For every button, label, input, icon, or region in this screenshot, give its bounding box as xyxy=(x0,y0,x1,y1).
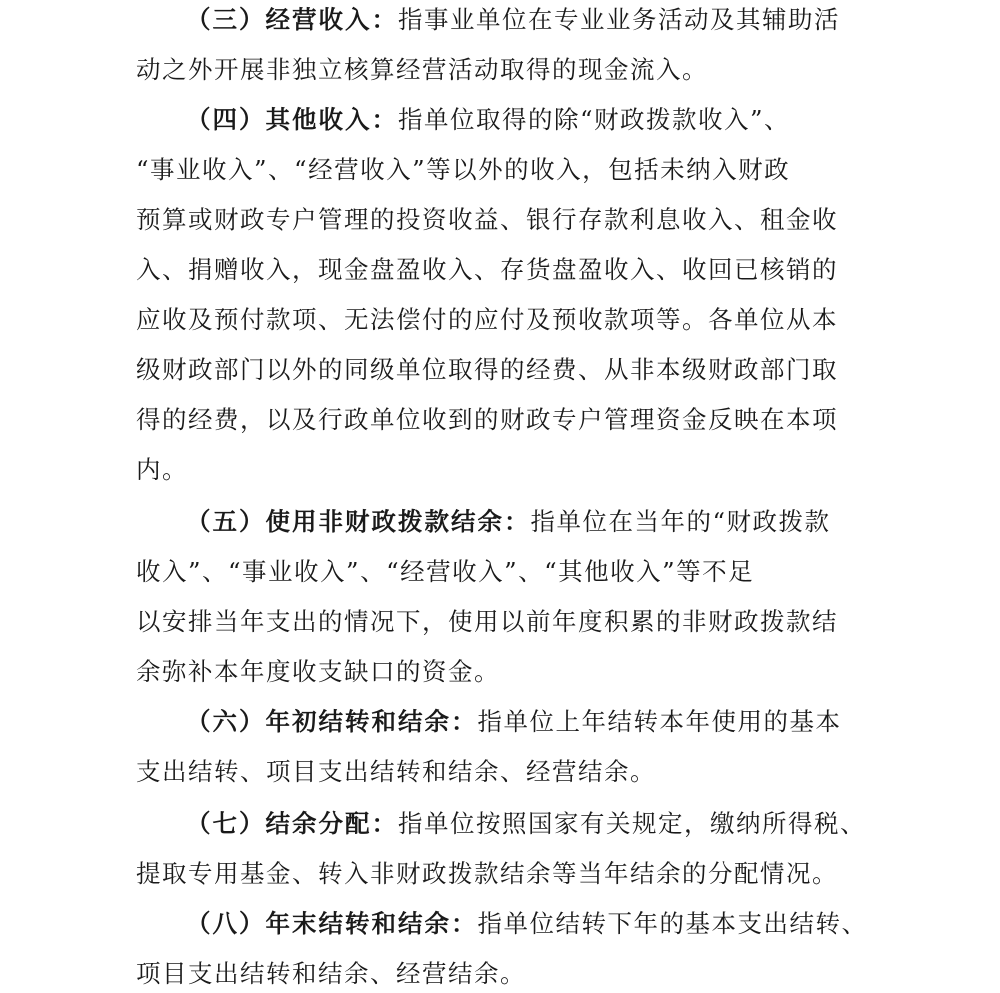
paragraph-balance-distribution-line-1 xyxy=(186,808,986,840)
text-segment: 指单位上年结转本年使用的基本 xyxy=(477,707,842,736)
paragraph-operating-income-line-2: 动之外开展非独立核算经营活动取得的现金流入。 xyxy=(136,55,708,84)
paragraph-non-fiscal-balance-line-3: 以安排当年支出的情况下，使用以前年度积累的非财政拨款结 xyxy=(136,607,838,636)
paragraph-balance-distribution-line-2: 提取专用基金、转入非财政拨款结余等当年结余的分配情况。 xyxy=(136,859,838,888)
paragraph-other-income-line-4: 入、捐赠收入，现金盘盈收入、存货盘盈收入、收回已核销的 xyxy=(136,255,838,284)
paragraph-other-income-line-1 xyxy=(186,104,986,136)
text-segment: 指单位取得的除“财政拨款收入”、 xyxy=(398,105,791,134)
paragraph-non-fiscal-balance-line-4: 余弥补本年度收支缺口的资金。 xyxy=(136,657,500,686)
term-non-fiscal-balance: （五）使用非财政拨款结余： xyxy=(186,507,531,536)
term-other-income: （四）其他收入： xyxy=(186,105,398,134)
paragraph-non-fiscal-balance-line-1 xyxy=(186,506,986,538)
paragraph-non-fiscal-balance-line-2: 收入”、“事业收入”、“经营收入”、“其他收入”等不足 xyxy=(136,557,755,586)
text-segment: 指单位在当年的“财政拨款 xyxy=(530,507,831,536)
paragraph-other-income-line-5: 应收及预付款项、无法偿付的应付及预收款项等。各单位从本 xyxy=(136,305,838,334)
paragraph-other-income-line-6: 级财政部门以外的同级单位取得的经费、从非本级财政部门取 xyxy=(136,355,838,384)
paragraph-closing-carryover-line-2: 项目支出结转和结余、经营结余。 xyxy=(136,959,526,988)
term-closing-carryover: （八）年末结转和结余： xyxy=(186,909,478,938)
term-opening-carryover: （六）年初结转和结余： xyxy=(186,707,478,736)
paragraph-opening-carryover-line-1 xyxy=(186,706,986,738)
paragraph-other-income-line-2: “事业收入”、“经营收入”等以外的收入，包括未纳入财政 xyxy=(136,155,791,184)
text-segment: 指单位结转下年的基本支出结转、 xyxy=(477,909,868,938)
paragraph-closing-carryover-line-1 xyxy=(186,908,986,940)
paragraph-other-income-line-3: 预算或财政专户管理的投资收益、银行存款利息收入、租金收 xyxy=(136,205,838,234)
term-operating-income: （三）经营收入： xyxy=(186,5,398,34)
paragraph-other-income-line-7: 得的经费，以及行政单位收到的财政专户管理资金反映在本项 xyxy=(136,405,838,434)
paragraph-opening-carryover-line-2: 支出结转、项目支出结转和结余、经营结余。 xyxy=(136,757,656,786)
paragraph-operating-income-line-1 xyxy=(186,4,986,36)
paragraph-other-income-line-8: 内。 xyxy=(136,455,188,484)
term-balance-distribution: （七）结余分配： xyxy=(186,809,398,838)
text-segment: 指单位按照国家有关规定，缴纳所得税、 xyxy=(398,809,866,838)
text-segment: 指事业单位在专业业务活动及其辅助活 xyxy=(398,5,840,34)
